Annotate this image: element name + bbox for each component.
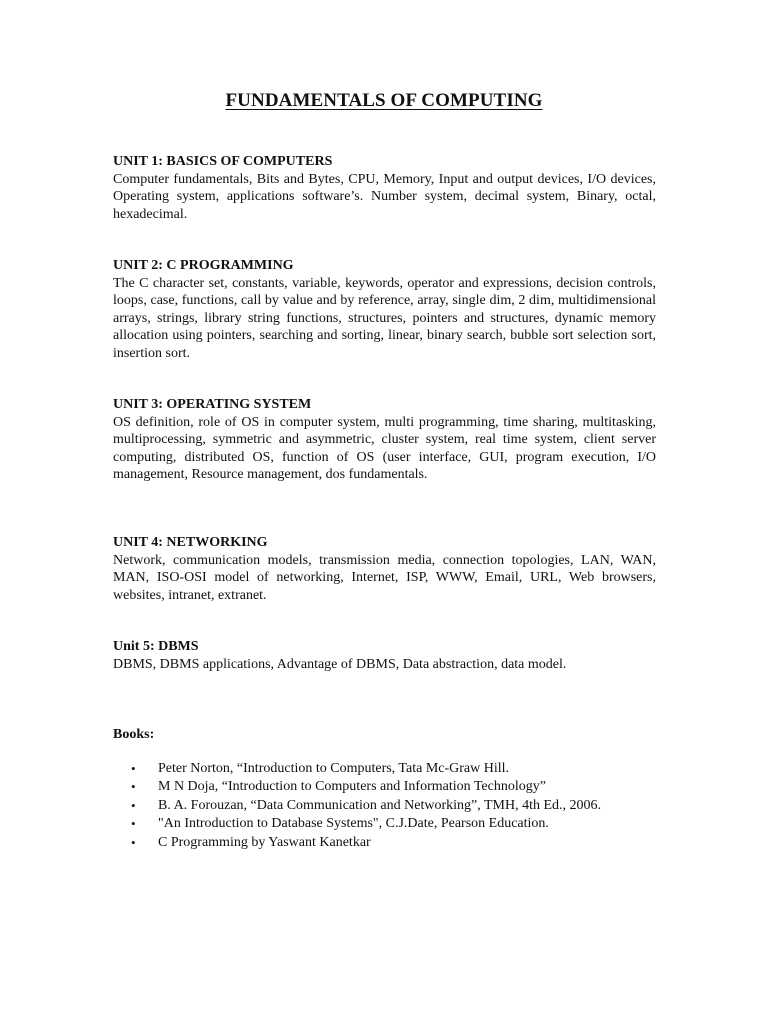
unit-3-heading: UNIT 3: OPERATING SYSTEM — [113, 397, 312, 412]
books-heading: Books: — [113, 727, 155, 742]
unit-1-section — [113, 153, 656, 223]
unit-3-body: OS definition, role of OS in computer system, multi programming, time sharing, multitasking, multiprocessing, symmetric and asymmetric, cluster system, real time system, client server computing, distributed OS, function of OS (user interface, GUI, program execution, I/O management, Resource management, dos fundamentals. — [113, 415, 656, 483]
bullet-icon: • — [131, 816, 136, 832]
unit-5-heading: Unit 5: DBMS — [113, 639, 199, 654]
book-item — [131, 815, 691, 833]
book-item-text: C Programming by Yaswant Kanetkar — [158, 834, 371, 850]
unit-4-body: Network, communication models, transmission media, connection topologies, LAN, WAN, MAN, ISO-OSI model of networking, Internet, ISP, WWW, Email, URL, Web browsers, websites, intranet, extranet. — [113, 553, 656, 603]
unit-2-body: The C character set, constants, variable, keywords, operator and expressions, decision controls, loops, case, functions, call by value and by reference, array, single dim, 2 dim, multidimensional arrays, strings, library string functions, structures, pointers and structures, dynamic memory allocation using pointers, searching and sorting, linear, binary search, bubble sort selection sort, insertion sort. — [113, 276, 656, 361]
unit-4-section — [113, 534, 656, 604]
book-item — [131, 834, 691, 852]
bullet-icon: • — [131, 797, 136, 813]
books-list — [131, 760, 691, 852]
unit-1-body: Computer fundamentals, Bits and Bytes, CPU, Memory, Input and output devices, I/O devices, Operating system, applications software’s. Number system, decimal system, Binary, octal, hexadecimal. — [113, 172, 656, 222]
bullet-icon: • — [131, 761, 136, 776]
book-item-text: M N Doja, “Introduction to Computers and Information Technology” — [158, 779, 546, 795]
unit-1-heading: UNIT 1: BASICS OF COMPUTERS — [113, 154, 333, 169]
book-item — [131, 778, 691, 796]
book-item-text: Peter Norton, “Introduction to Computers, Tata Mc-Graw Hill. — [158, 761, 510, 776]
page-title: FUNDAMENTALS OF COMPUTING — [225, 90, 543, 111]
unit-5-body: DBMS, DBMS applications, Advantage of DBMS, Data abstraction, data model. — [113, 657, 567, 672]
book-item — [131, 760, 691, 778]
bullet-icon: • — [131, 834, 136, 850]
unit-4-heading: UNIT 4: NETWORKING — [113, 535, 268, 550]
unit-5-section — [113, 638, 656, 673]
unit-3-section — [113, 396, 656, 484]
book-item-text: B. A. Forouzan, “Data Communication and Networking”, TMH, 4th Ed., 2006. — [158, 797, 602, 813]
unit-2-section — [113, 257, 656, 362]
book-item — [131, 797, 691, 815]
bullet-icon: • — [131, 779, 136, 795]
unit-2-heading: UNIT 2: C PROGRAMMING — [113, 258, 294, 273]
book-item-text: "An Introduction to Database Systems", C.J.Date, Pearson Education. — [158, 816, 549, 832]
